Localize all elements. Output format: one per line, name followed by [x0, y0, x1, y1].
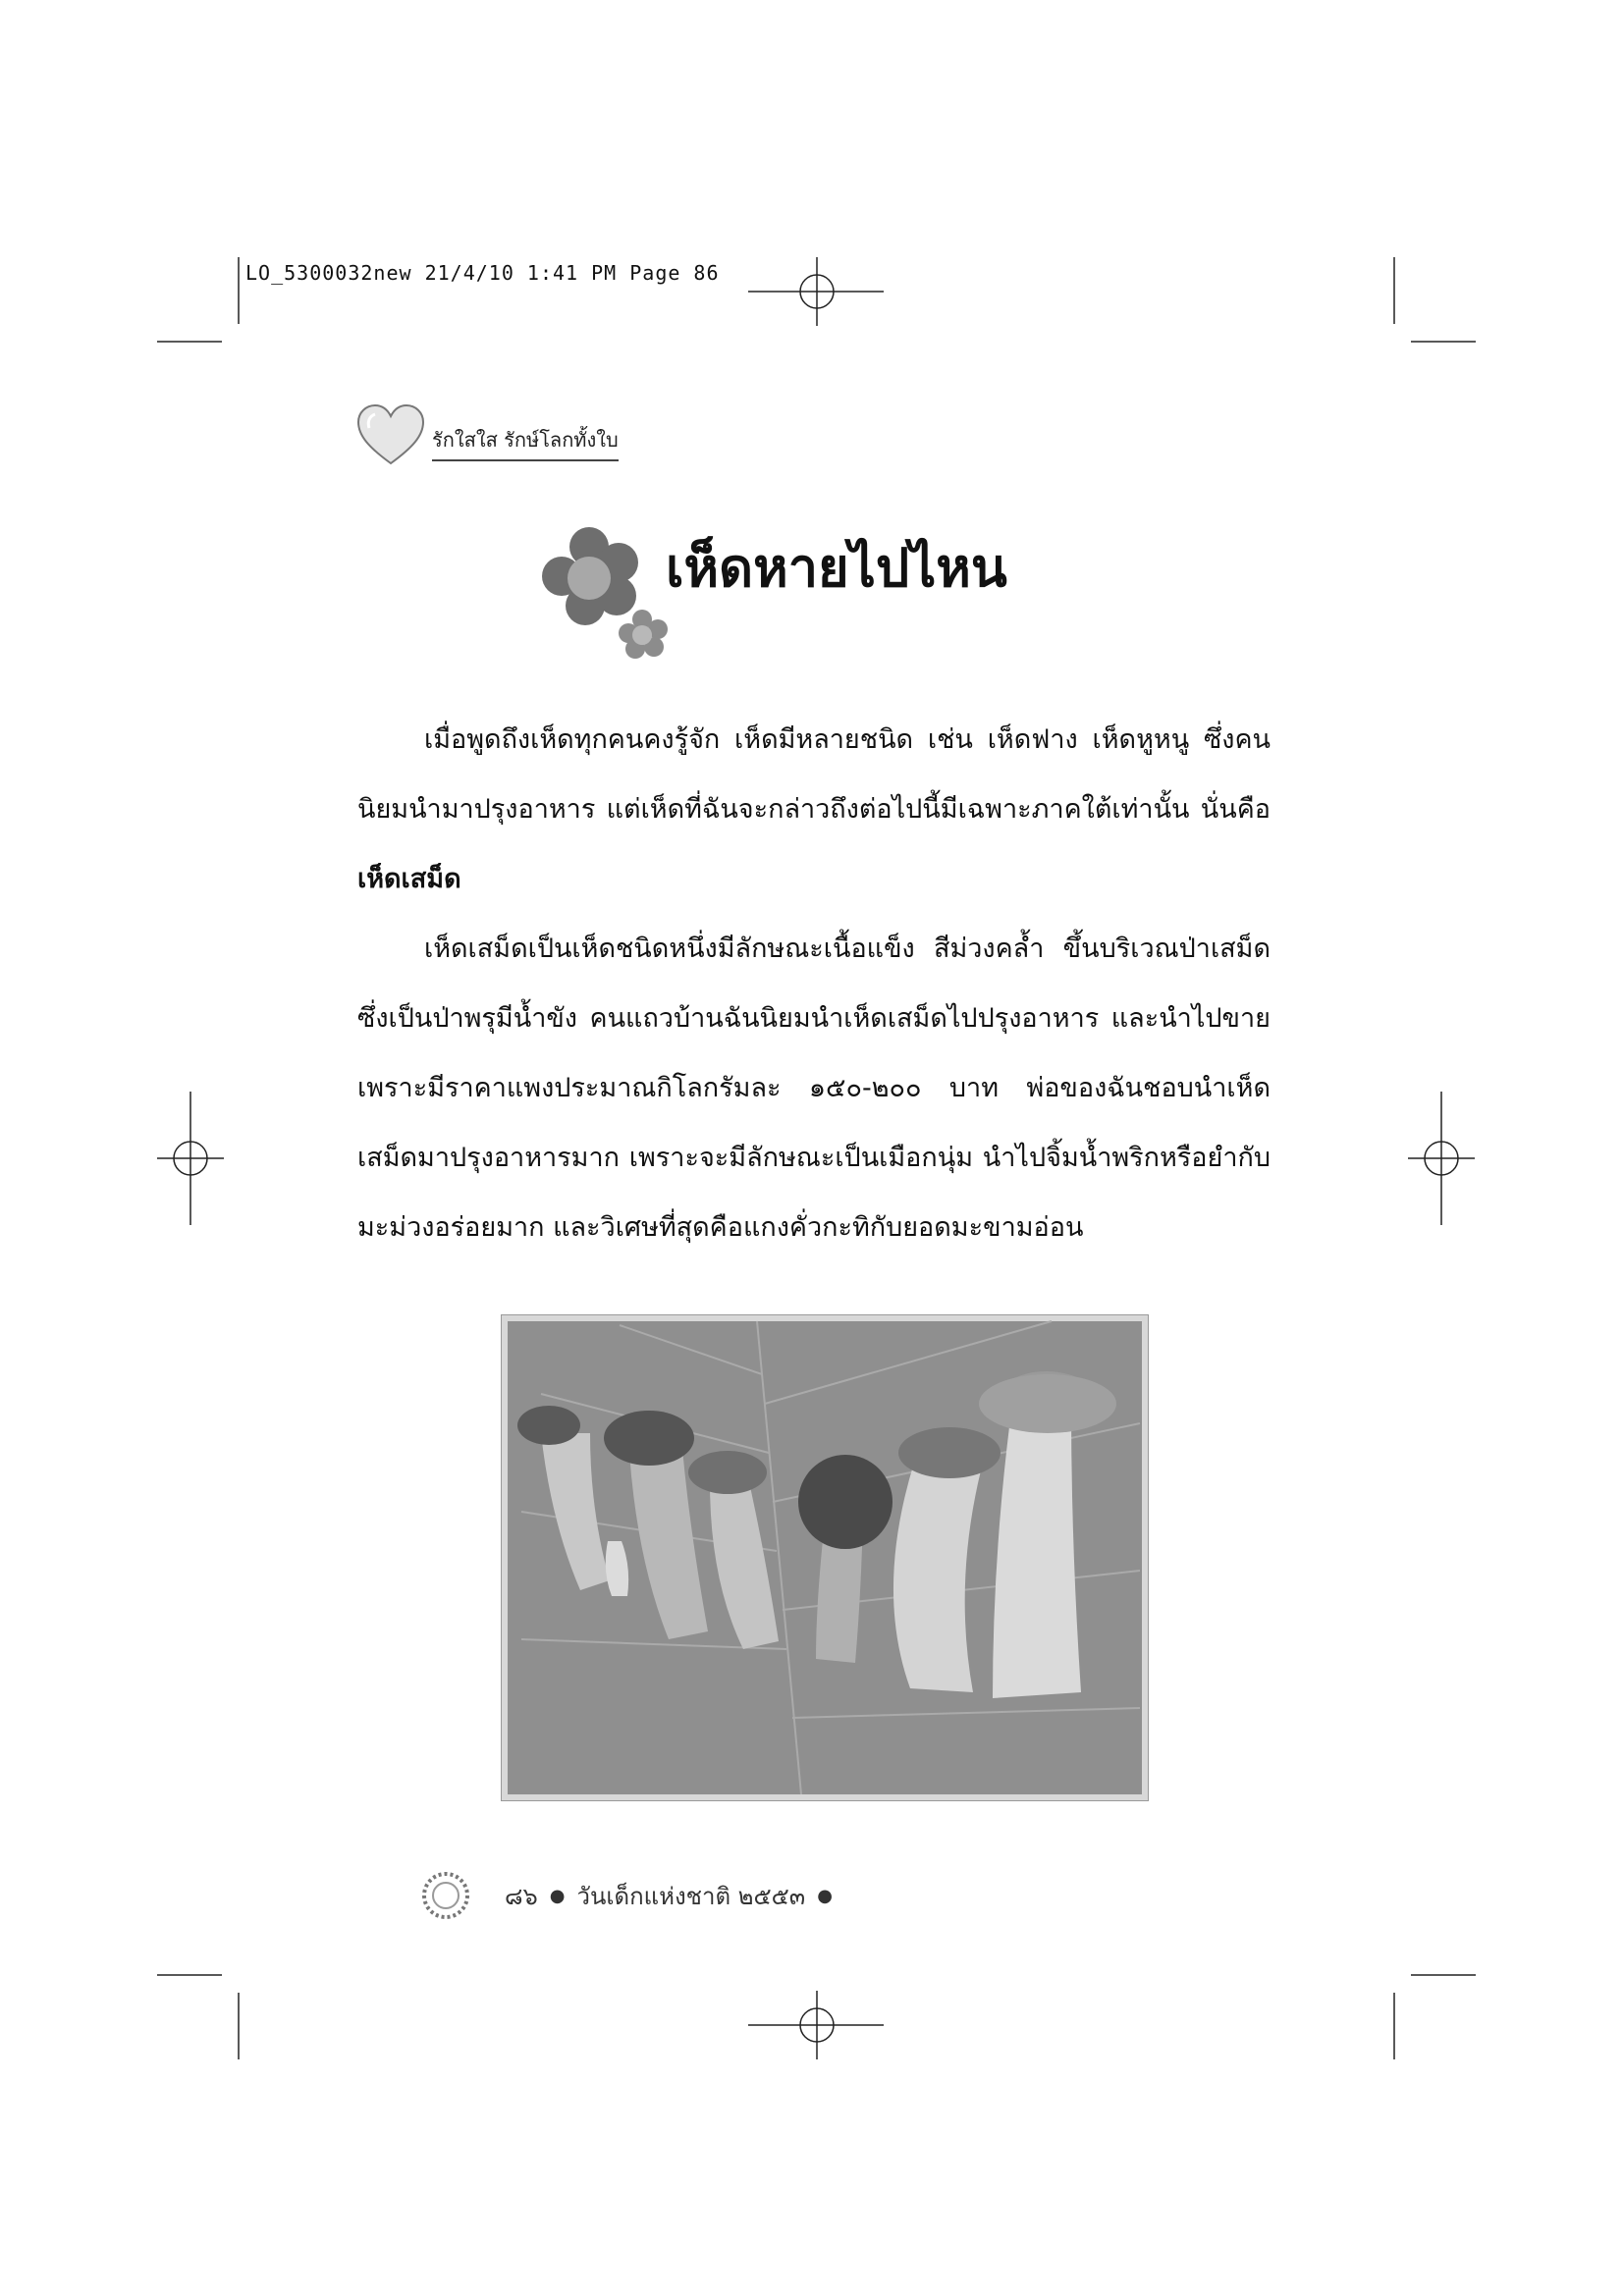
- print-slug: LO_5300032new 21/4/10 1:41 PM Page 86: [245, 261, 720, 285]
- paragraph-2: เห็ดเสม็ดเป็นเห็ดชนิดหนึ่งมีลักษณะเนื้อแข็ง สีม่วงคล้ำ ขึ้นบริเวณป่าเสม็ด ซึ่งเป็นป่าพรุมีน้ำขัง คนแถวบ้านฉันนิยมนำเห็ดเสม็ดไปปรุงอาหาร และนำไปขายเพราะมีราคาแพงประมาณกิโลกรัมละ ๑๕๐-๒๐๐ บาท พ่อของฉันชอบนำเห็ดเสม็ดมาปรุงอาหารมาก เพราะจะมีลักษณะเป็นเมือกนุ่ม นำไปจิ้มน้ำพริกหรือยำกับมะม่วงอร่อยมาก และวิเศษที่สุดคือแกงคั่วกะทิกับยอดมะขามอ่อน: [357, 934, 1271, 1243]
- heart-icon: [355, 402, 426, 467]
- page-number: ๘๖: [505, 1882, 538, 1910]
- footer-book-title: วันเด็กแห่งชาติ ๒๕๕๓: [576, 1882, 806, 1910]
- paragraph-1: [357, 705, 1271, 914]
- running-header: รักใสใส รักษ์โลกทั้งใบ: [432, 424, 619, 461]
- paragraph-1-text: เมื่อพูดถึงเห็ดทุกคนคงรู้จัก เห็ดมีหลายชนิด เช่น เห็ดฟาง เห็ดหูหนู ซึ่งคนนิยมนำมาปรุงอาหาร แต่เห็ดที่ฉันจะกล่าวถึงต่อไปนี้มีเฉพาะภาคใต้เท่านั้น นั่นคือ: [357, 724, 1271, 825]
- bullet-icon: ●: [817, 1885, 833, 1906]
- page-title: เห็ดหายไปไหน: [666, 536, 1007, 599]
- bullet-icon: ●: [549, 1885, 566, 1906]
- emphasis-mushroom-name: เห็ดเสม็ด: [357, 864, 461, 894]
- page-footer: [420, 1870, 833, 1921]
- flower-decoration-icon: [540, 525, 677, 663]
- wreath-logo-icon: [420, 1870, 471, 1921]
- mushroom-illustration: [502, 1315, 1148, 1800]
- article-body: [357, 705, 1271, 1262]
- mushroom-photo: [501, 1314, 1149, 1801]
